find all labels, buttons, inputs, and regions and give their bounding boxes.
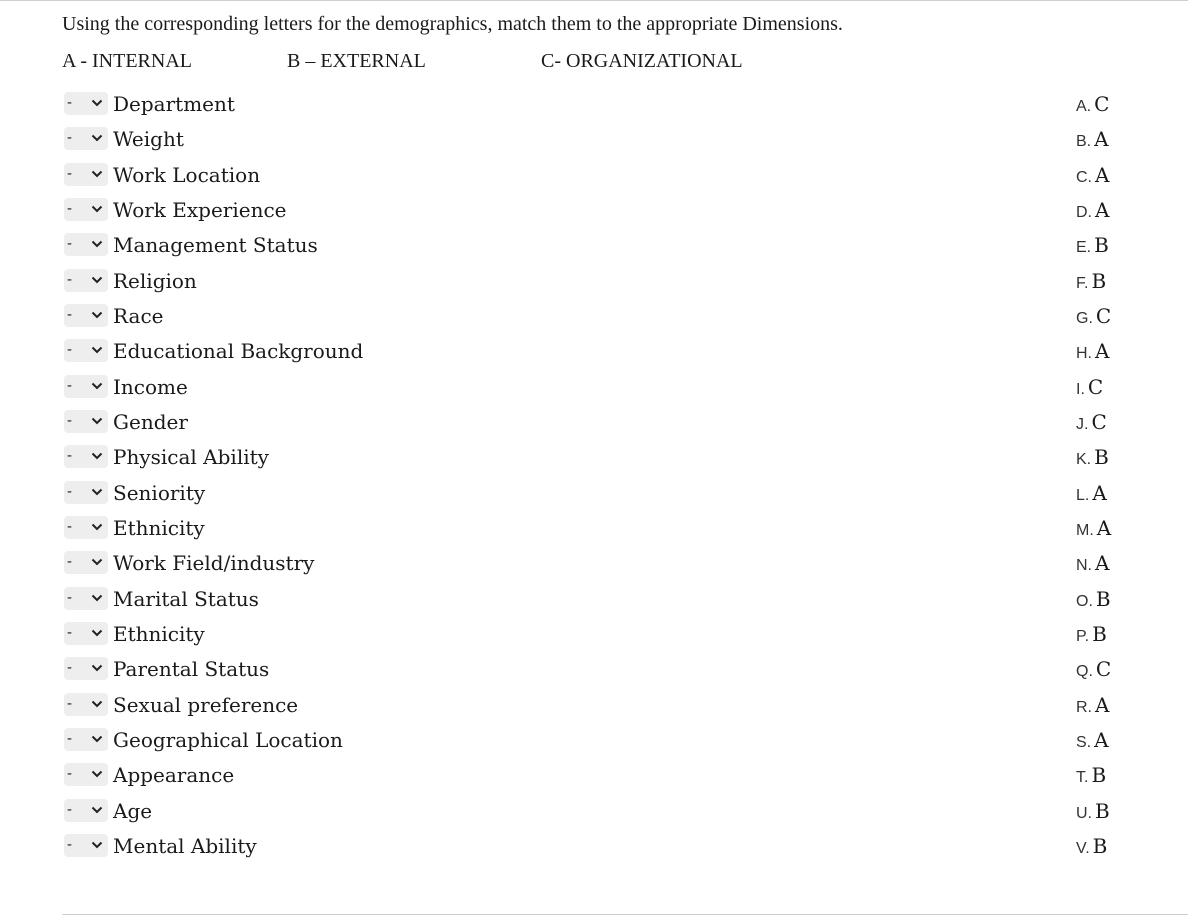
chevron-down-icon bbox=[91, 629, 103, 637]
answer-value: A bbox=[1095, 162, 1110, 187]
select-value: - bbox=[67, 694, 72, 712]
select-value: - bbox=[67, 765, 72, 783]
answer-value: A bbox=[1095, 339, 1110, 364]
match-row bbox=[62, 333, 1122, 368]
answer-key bbox=[1076, 796, 1122, 826]
answer-select[interactable] bbox=[64, 410, 108, 433]
match-row bbox=[62, 828, 1122, 863]
demographic-label: Parental Status bbox=[113, 657, 270, 682]
chevron-down-icon bbox=[91, 735, 103, 743]
answer-key bbox=[1076, 654, 1122, 684]
demographic-label: Income bbox=[113, 374, 188, 399]
match-row bbox=[62, 157, 1122, 192]
select-value: - bbox=[67, 588, 72, 606]
chevron-down-icon bbox=[91, 382, 103, 390]
select-value: - bbox=[67, 164, 72, 182]
answer-letter: G. bbox=[1076, 309, 1093, 327]
match-row bbox=[62, 757, 1122, 792]
answer-letter: K. bbox=[1076, 451, 1092, 469]
match-row bbox=[62, 227, 1122, 262]
match-row bbox=[62, 86, 1122, 121]
answer-select[interactable] bbox=[64, 551, 108, 574]
match-row bbox=[62, 263, 1122, 298]
answer-value: A bbox=[1095, 197, 1110, 222]
answer-select[interactable] bbox=[64, 728, 108, 751]
answer-select[interactable] bbox=[64, 269, 108, 292]
answer-key bbox=[1076, 548, 1122, 578]
answer-value: A bbox=[1092, 480, 1107, 505]
top-divider bbox=[0, 0, 1188, 1]
answer-key bbox=[1076, 372, 1122, 402]
demographic-label: Age bbox=[113, 798, 153, 823]
select-value: - bbox=[67, 482, 72, 500]
answer-key bbox=[1076, 619, 1122, 649]
match-row bbox=[62, 687, 1122, 722]
answer-value: B bbox=[1091, 268, 1107, 293]
demographic-label: Religion bbox=[113, 268, 197, 293]
match-row bbox=[62, 651, 1122, 686]
answer-key bbox=[1076, 301, 1122, 331]
answer-letter: O. bbox=[1076, 592, 1093, 610]
chevron-down-icon bbox=[91, 417, 103, 425]
answer-letter: J. bbox=[1076, 415, 1089, 433]
chevron-down-icon bbox=[91, 770, 103, 778]
chevron-down-icon bbox=[91, 700, 103, 708]
answer-select[interactable] bbox=[64, 799, 108, 822]
answer-key bbox=[1076, 725, 1122, 755]
answer-letter: L. bbox=[1076, 486, 1090, 504]
answer-letter: V. bbox=[1076, 839, 1090, 857]
match-row bbox=[62, 369, 1122, 404]
answer-letter: I. bbox=[1076, 380, 1085, 398]
answer-key bbox=[1076, 831, 1122, 861]
answer-select[interactable] bbox=[64, 587, 108, 610]
answer-value: A bbox=[1095, 551, 1110, 576]
answer-key bbox=[1076, 407, 1122, 437]
answer-select[interactable] bbox=[64, 481, 108, 504]
select-value: - bbox=[67, 411, 72, 429]
answer-select[interactable] bbox=[64, 516, 108, 539]
answer-select[interactable] bbox=[64, 127, 108, 150]
dimension-internal: A - INTERNAL bbox=[62, 50, 192, 72]
question-instruction: Using the corresponding letters for the demographics, match them to the appropriate Dimensions. bbox=[62, 13, 843, 35]
select-value: - bbox=[67, 659, 72, 677]
answer-letter: H. bbox=[1076, 345, 1092, 363]
answer-value: A bbox=[1095, 692, 1110, 717]
chevron-down-icon bbox=[91, 170, 103, 178]
select-value: - bbox=[67, 835, 72, 853]
match-row bbox=[62, 475, 1122, 510]
answer-letter: D. bbox=[1076, 203, 1092, 221]
demographic-label: Appearance bbox=[113, 763, 235, 788]
demographic-label: Work Field/industry bbox=[113, 551, 315, 576]
chevron-down-icon bbox=[91, 594, 103, 602]
answer-letter: M. bbox=[1076, 521, 1094, 539]
select-value: - bbox=[67, 623, 72, 641]
dimension-legend bbox=[62, 49, 822, 73]
answer-select[interactable] bbox=[64, 657, 108, 680]
match-row bbox=[62, 793, 1122, 828]
chevron-down-icon bbox=[91, 664, 103, 672]
answer-select[interactable] bbox=[64, 693, 108, 716]
answer-select[interactable] bbox=[64, 198, 108, 221]
chevron-down-icon bbox=[91, 523, 103, 531]
select-value: - bbox=[67, 341, 72, 359]
dimension-organizational: C- ORGANIZATIONAL bbox=[541, 50, 743, 72]
answer-select[interactable] bbox=[64, 375, 108, 398]
demographic-label: Weight bbox=[113, 127, 184, 152]
answer-key bbox=[1076, 89, 1122, 119]
answer-key bbox=[1076, 230, 1122, 260]
answer-key bbox=[1076, 690, 1122, 720]
answer-value: C bbox=[1091, 409, 1107, 434]
answer-key bbox=[1076, 124, 1122, 154]
answer-value: C bbox=[1095, 303, 1112, 328]
answer-value: B bbox=[1094, 233, 1109, 258]
answer-key bbox=[1076, 513, 1122, 543]
answer-select[interactable] bbox=[64, 445, 108, 468]
answer-value: B bbox=[1095, 586, 1111, 611]
answer-letter: R. bbox=[1076, 698, 1092, 716]
select-value: - bbox=[67, 517, 72, 535]
chevron-down-icon bbox=[91, 311, 103, 319]
chevron-down-icon bbox=[91, 240, 103, 248]
match-row bbox=[62, 722, 1122, 757]
select-value: - bbox=[67, 305, 72, 323]
match-row bbox=[62, 545, 1122, 580]
demographic-label: Ethnicity bbox=[113, 515, 205, 540]
answer-value: B bbox=[1091, 763, 1107, 788]
bottom-divider bbox=[62, 914, 1188, 915]
answer-value: C bbox=[1095, 657, 1112, 682]
answer-key bbox=[1076, 442, 1122, 472]
answer-letter: A. bbox=[1076, 98, 1092, 115]
select-value: - bbox=[67, 376, 72, 394]
answer-letter: C. bbox=[1076, 168, 1092, 186]
match-row bbox=[62, 439, 1122, 474]
chevron-down-icon bbox=[91, 452, 103, 460]
answer-select[interactable] bbox=[64, 763, 108, 786]
answer-select[interactable] bbox=[64, 304, 108, 327]
select-value: - bbox=[67, 235, 72, 253]
answer-value: A bbox=[1094, 727, 1109, 752]
answer-value: C bbox=[1094, 92, 1110, 116]
answer-value: A bbox=[1094, 127, 1109, 152]
chevron-down-icon bbox=[91, 99, 103, 107]
answer-select[interactable] bbox=[64, 834, 108, 857]
chevron-down-icon bbox=[91, 346, 103, 354]
select-value: - bbox=[67, 94, 72, 111]
demographic-label: Sexual preference bbox=[113, 692, 299, 717]
demographic-label: Race bbox=[113, 303, 164, 328]
select-value: - bbox=[67, 270, 72, 288]
answer-select[interactable] bbox=[64, 622, 108, 645]
answer-letter: P. bbox=[1076, 627, 1090, 645]
demographic-label: Marital Status bbox=[113, 586, 259, 611]
demographic-label: Educational Background bbox=[113, 339, 364, 364]
chevron-down-icon bbox=[91, 488, 103, 496]
answer-key bbox=[1076, 336, 1122, 366]
answer-letter: S. bbox=[1076, 733, 1092, 751]
answer-letter: F. bbox=[1076, 274, 1089, 292]
answer-value: B bbox=[1095, 798, 1110, 823]
demographic-label: Department bbox=[113, 92, 235, 116]
demographic-label: Mental Ability bbox=[113, 833, 257, 858]
demographic-label: Physical Ability bbox=[113, 445, 269, 470]
match-row bbox=[62, 616, 1122, 651]
answer-key bbox=[1076, 584, 1122, 614]
demographic-label: Work Location bbox=[113, 162, 261, 187]
dimension-external: B – EXTERNAL bbox=[287, 50, 426, 72]
chevron-down-icon bbox=[91, 205, 103, 213]
answer-key bbox=[1076, 478, 1122, 508]
match-row bbox=[62, 192, 1122, 227]
select-value: - bbox=[67, 129, 72, 147]
answer-value: B bbox=[1092, 621, 1107, 646]
chevron-down-icon bbox=[91, 841, 103, 849]
match-row bbox=[62, 298, 1122, 333]
match-row bbox=[62, 581, 1122, 616]
chevron-down-icon bbox=[91, 134, 103, 142]
answer-value: B bbox=[1092, 833, 1108, 858]
answer-letter: E. bbox=[1076, 239, 1092, 257]
match-row bbox=[62, 121, 1122, 156]
chevron-down-icon bbox=[91, 558, 103, 566]
demographic-label: Geographical Location bbox=[113, 727, 343, 752]
select-value: - bbox=[67, 199, 72, 217]
answer-select[interactable] bbox=[64, 233, 108, 256]
answer-select[interactable] bbox=[64, 339, 108, 362]
demographic-label: Management Status bbox=[113, 233, 318, 258]
answer-letter: U. bbox=[1076, 804, 1092, 822]
answer-value: C bbox=[1087, 374, 1104, 399]
answer-value: B bbox=[1094, 445, 1109, 470]
chevron-down-icon bbox=[91, 806, 103, 814]
match-row bbox=[62, 510, 1122, 545]
answer-key bbox=[1076, 760, 1122, 790]
demographic-label: Work Experience bbox=[113, 197, 287, 222]
select-value: - bbox=[67, 800, 72, 818]
answer-key bbox=[1076, 266, 1122, 296]
answer-select[interactable] bbox=[64, 163, 108, 186]
answer-letter: N. bbox=[1076, 557, 1092, 575]
select-value: - bbox=[67, 447, 72, 465]
chevron-down-icon bbox=[91, 276, 103, 284]
answer-key bbox=[1076, 160, 1122, 190]
matching-list bbox=[62, 86, 1122, 863]
answer-letter: B. bbox=[1076, 133, 1092, 151]
answer-letter: T. bbox=[1076, 769, 1089, 787]
answer-value: A bbox=[1096, 515, 1112, 540]
answer-select[interactable] bbox=[64, 92, 108, 115]
demographic-label: Seniority bbox=[113, 480, 206, 505]
demographic-label: Gender bbox=[113, 409, 188, 434]
answer-key bbox=[1076, 195, 1122, 225]
match-row bbox=[62, 404, 1122, 439]
demographic-label: Ethnicity bbox=[113, 621, 205, 646]
answer-letter: Q. bbox=[1076, 663, 1093, 681]
select-value: - bbox=[67, 729, 72, 747]
select-value: - bbox=[67, 553, 72, 571]
